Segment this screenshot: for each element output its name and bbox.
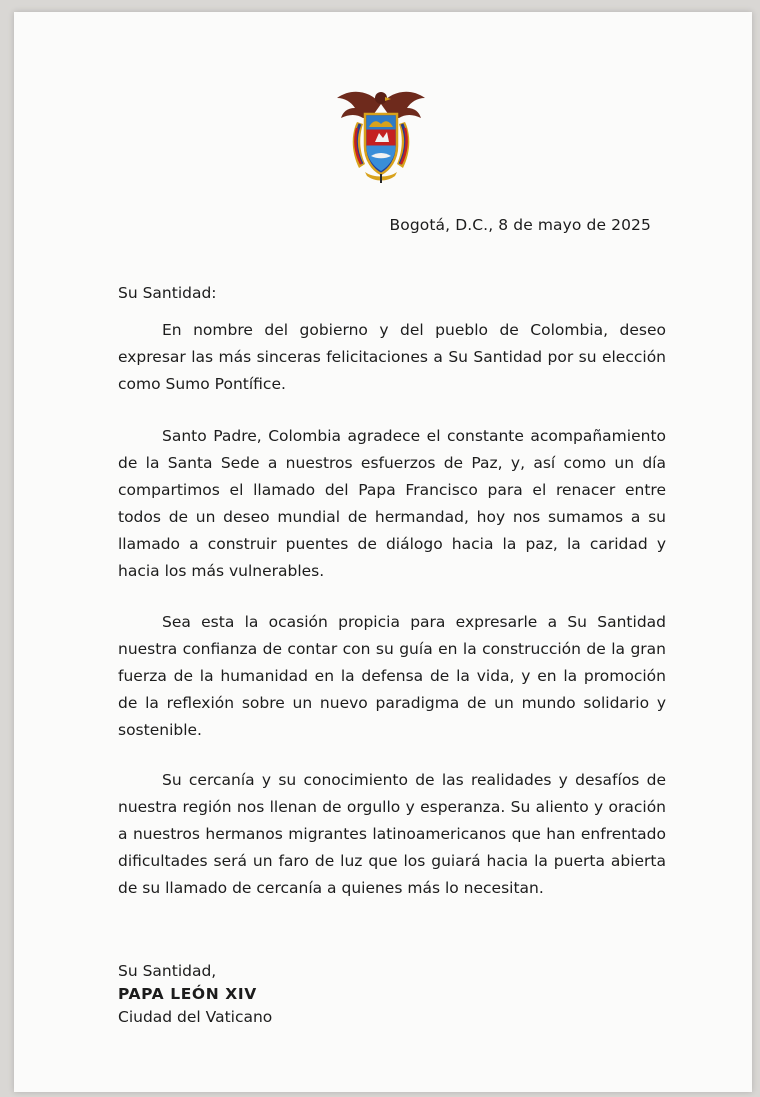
closing-line: Su Santidad, [118, 962, 217, 980]
letter-page [14, 12, 752, 1092]
letter-closing [118, 960, 272, 1029]
letter-paragraph: Santo Padre, Colombia agradece el constante acompañamiento de la Santa Sede a nuestros esfuerzos de Paz, y, así como un día compartimos el llamado del Papa Francisco para el renacer entre todos de un deseo mundial de hermandad, hoy nos sumamos a su llamado a construir puentes de diálogo hacia la paz, la caridad y hacia los más vulnerables. [118, 427, 666, 580]
recipient-place: Ciudad del Vaticano [118, 1008, 273, 1026]
letter-salutation: Su Santidad: [118, 284, 217, 302]
recipient-name: PAPA LEÓN XIV [118, 985, 257, 1003]
coat-of-arms-icon [335, 84, 427, 184]
letter-paragraph: En nombre del gobierno y del pueblo de Colombia, deseo expresar las más sinceras felicitaciones a Su Santidad por su elección como Sumo Pontífice. [118, 321, 666, 393]
letter-paragraph: Su cercanía y su conocimiento de las realidades y desafíos de nuestra región nos llenan de orgullo y esperanza. Su aliento y oración a nuestros hermanos migrantes latinoamericanos que han enfrentado dificultades será un faro de luz que los guiará hacia la puerta abierta de su llamado de cercanía a quienes más lo necesitan. [118, 771, 666, 897]
letter-paragraph: Sea esta la ocasión propicia para expresarle a Su Santidad nuestra confianza de contar con su guía en la construcción de la gran fuerza de la humanidad en la defensa de la vida, y en la promoción de la reflexión sobre un nuevo paradigma de un mundo solidario y sostenible. [118, 613, 666, 739]
letter-date: Bogotá, D.C., 8 de mayo de 2025 [389, 216, 651, 234]
